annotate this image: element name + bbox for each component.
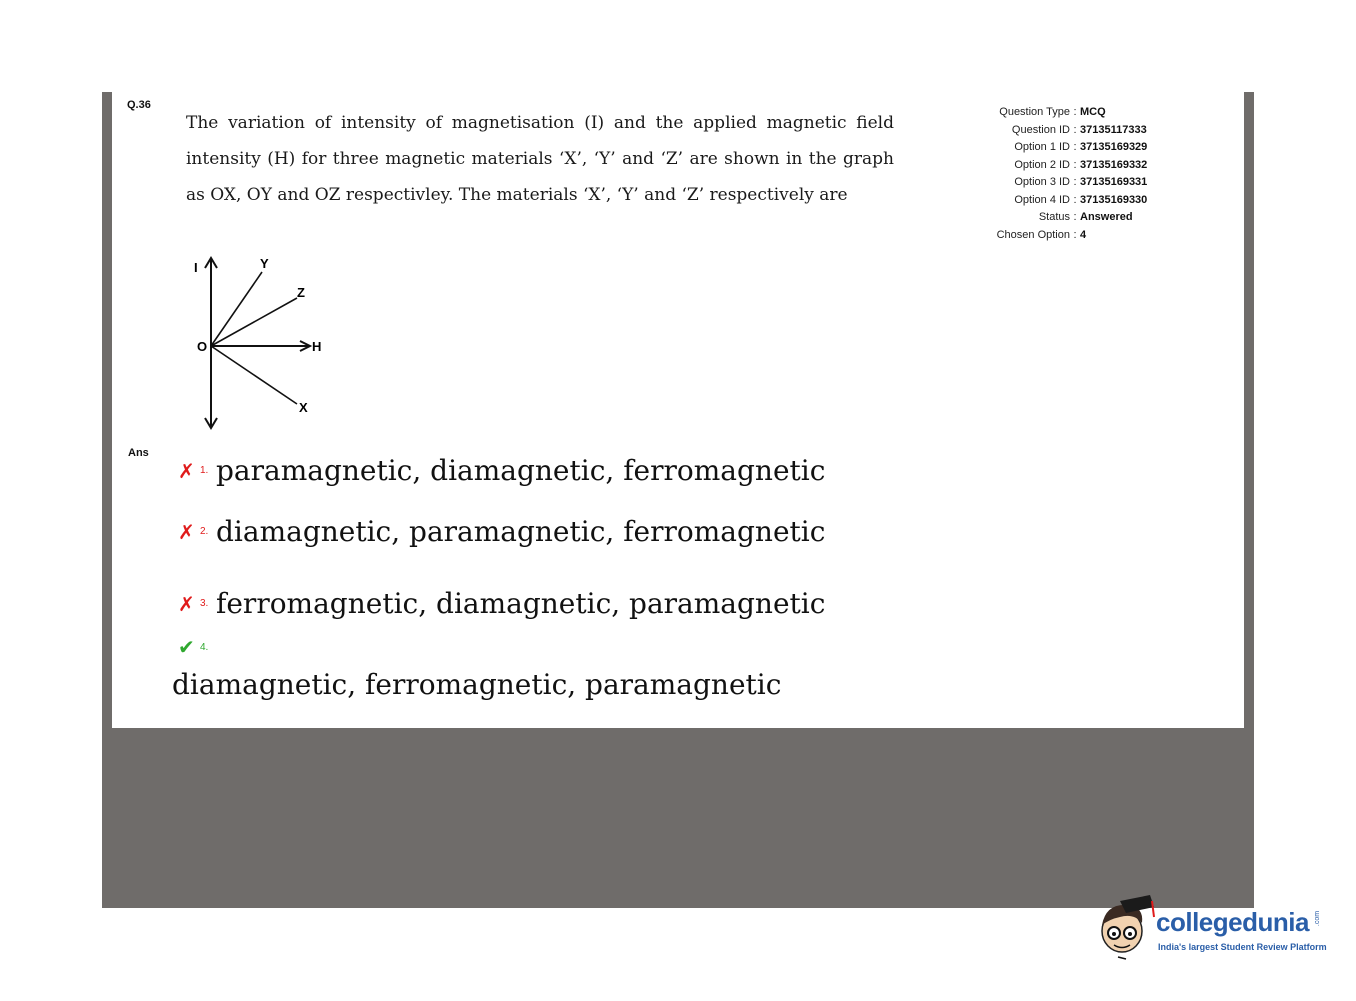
meta-row-status: Status : Answered [1038,211,1133,223]
brand-suffix: .com [1314,910,1322,927]
y-label: Y [260,256,269,271]
option-number: 4. [200,641,209,653]
question-metadata [940,104,1200,244]
option-text: paramagnetic, diamagnetic, ferromagnetic [216,454,826,487]
mascot-icon [1098,893,1158,963]
option-number: 1. [200,465,209,476]
option-number: 2. [200,526,209,537]
collegedunia-logo [1098,893,1328,963]
option-number: 3. [200,598,209,609]
x-label: X [299,400,308,415]
option-3 [178,587,825,620]
z-label: Z [297,285,305,300]
line-ox [211,346,297,404]
answer-label: Ans [128,447,149,459]
option-4-text: diamagnetic, ferromagnetic, paramagnetic [172,668,782,701]
origin-label: O [197,339,208,354]
option-4-marker [178,635,216,659]
brand-name: collegedunia [1156,907,1309,937]
meta-row-question-type: Question Type : MCQ [999,106,1106,118]
meta-row-question-id: Question ID : 37135117333 [1011,123,1147,136]
option-2 [178,515,825,548]
option-text: ferromagnetic, diamagnetic, paramagnetic [216,587,826,620]
option-1 [178,454,825,487]
magnetisation-graph [190,252,330,434]
i-axis-label: I [194,260,198,275]
line-oy [211,272,262,346]
brand-tagline: India's largest Student Review Platform [1158,942,1327,952]
meta-row-option-4-id: Option 4 ID : 37135169330 [1014,193,1148,206]
checkmark-icon: ✔ [178,635,195,659]
meta-row-chosen-option: Chosen Option : 4 [996,228,1087,241]
meta-row-option-3-id: Option 3 ID : 37135169331 [1014,176,1148,188]
option-text: diamagnetic, paramagnetic, ferromagnetic [216,515,826,548]
meta-row-option-2-id: Option 2 ID : 37135169332 [1014,158,1148,171]
question-number: Q.36 [127,99,151,111]
line-oz [211,298,297,346]
cross-icon: ✗ [178,458,195,483]
cross-icon: ✗ [178,519,195,544]
meta-row-option-1-id: Option 1 ID : 37135169329 [1014,141,1148,153]
question-text: The variation of intensity of magnetisation (I) and the applied magnetic field intensity (H) for three magnetic materials ‘X’, ‘Y’ and ‘Z’ are shown in the graph as OX, OY and OZ respectivley. The materials ‘X’, ‘Y’ and ‘Z’ respectively are [186,113,894,205]
cross-icon: ✗ [178,591,195,616]
h-axis-label: H [312,339,322,354]
